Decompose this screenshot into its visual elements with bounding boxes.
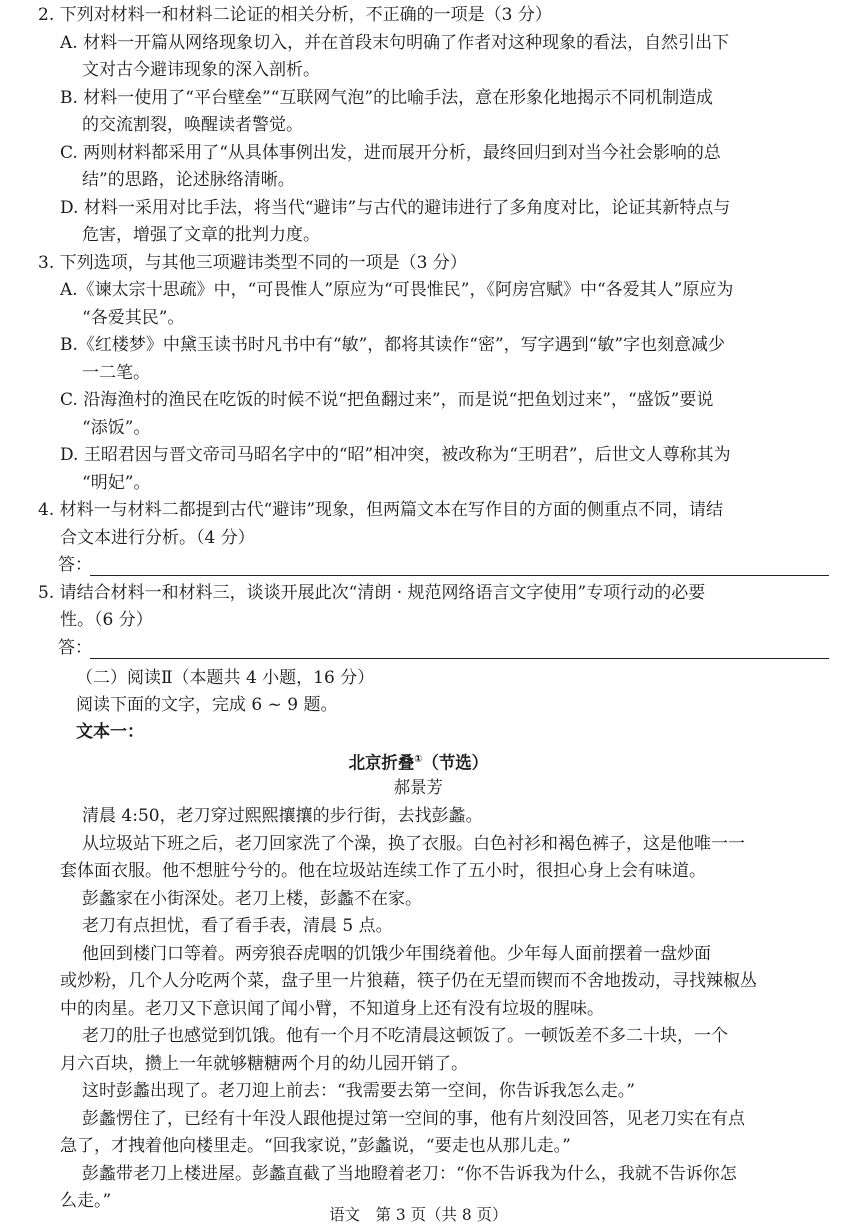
story-paragraph: 彭蠡家在小街深处。老刀上楼，彭蠡不在家。 [82, 889, 422, 909]
story-paragraph-cont: 或炒粉，几个人分吃两个菜，盘子里一片狼藉，筷子仍在无望而锲而不舍地拨动，寻找辣椒丛 [60, 971, 757, 991]
q2-option-d: D. 材料一采用对比手法，将当代“避讳”与古代的避讳进行了多角度对比，论证其新特点与 [60, 198, 731, 218]
story-paragraph-cont: 急了，才拽着他向楼里走。“回我家说，”彭蠡说，“要走也从那儿走。” [60, 1136, 571, 1156]
section-instruction: 阅读下面的文字，完成 6 ~ 9 题。 [76, 695, 338, 715]
q5-answer-line[interactable] [90, 658, 829, 659]
q2-option-c: C. 两则材料都采用了“从具体事例出发，进而展开分析，最终回归到对当今社会影响的总 [60, 143, 721, 163]
story-paragraph-cont: 么走。” [60, 1191, 112, 1211]
story-paragraph-cont: 月六百块，攒上一年就够糖糖两个月的幼儿园开销了。 [60, 1054, 468, 1074]
section-heading: （二）阅读Ⅱ（本题共 4 小题，16 分） [76, 668, 375, 688]
q5-answer-label: 答： [58, 638, 92, 658]
q2-option-c-cont: 结”的思路，论述脉络清晰。 [82, 170, 295, 190]
q2-stem: 2. 下列对材料一和材料二论证的相关分析，不正确的一项是（3 分） [38, 5, 552, 25]
page-footer: 语文 第 3 页（共 8 页） [329, 1205, 508, 1224]
q2-option-a-cont: 文对古今避讳现象的深入剖析。 [82, 60, 320, 80]
q3-option-b-cont: 一二笔。 [82, 363, 150, 383]
story-paragraph: 这时彭蠡出现了。老刀迎上前去：“我需要去第一空间，你告诉我怎么走。” [82, 1081, 635, 1101]
q2-option-b: B. 材料一使用了“平台壁垒”“互联网气泡”的比喻手法，意在形象化地揭示不同机制造成 [60, 88, 714, 108]
story-paragraph: 老刀有点担忧，看了看手表，清晨 5 点。 [82, 916, 393, 936]
story-title-text: 北京折叠 [348, 753, 415, 774]
q4-stem-cont: 合文本进行分析。（4 分） [60, 528, 255, 548]
story-paragraph: 老刀的肚子也感觉到饥饿。他有一个月不吃清晨这顿饭了。一顿饭差不多二十块，一个 [82, 1026, 728, 1046]
story-paragraph: 彭蠡带老刀上楼进屋。彭蠡直截了当地瞪着老刀：“你不告诉我为什么，我就不告诉你怎 [82, 1164, 737, 1184]
story-author: 郝景芳 [393, 778, 443, 798]
q3-option-c: C. 沿海渔村的渔民在吃饭的时候不说“把鱼翻过来”，而是说“把鱼划过来”，“盛饭”要说 [60, 390, 714, 410]
text-one-label: 文本一： [76, 722, 144, 742]
q5-stem: 5. 请结合材料一和材料三，谈谈开展此次“清朗 · 规范网络语言文字使用”专项行动的必要 [38, 583, 706, 603]
story-title [0, 748, 837, 772]
story-paragraph: 彭蠡愣住了，已经有十年没人跟他提过第一空间的事，他有片刻没回答，见老刀实在有点 [82, 1109, 745, 1129]
q4-answer-line[interactable] [90, 575, 829, 576]
q3-option-b: B.《红楼梦》中黛玉读书时凡书中有“敏”，都将其读作“密”，写字遇到“敏”字也刻意减少 [60, 335, 726, 355]
q5-stem-cont: 性。（6 分） [60, 610, 153, 630]
story-paragraph: 从垃圾站下班之后，老刀回家洗了个澡，换了衣服。白色衬衫和褐色裤子，这是他唯一一 [82, 834, 745, 854]
story-title-suffix: （节选） [422, 753, 489, 774]
q3-option-d: D. 王昭君因与晋文帝司马昭名字中的“昭”相冲突，被改称为“王明君”，后世文人尊称其为 [60, 445, 731, 465]
story-paragraph: 他回到楼门口等着。两旁狼吞虎咽的饥饿少年围绕着他。少年每人面前摆着一盘炒面 [82, 944, 711, 964]
q3-stem: 3. 下列选项，与其他三项避讳类型不同的一项是（3 分） [38, 253, 467, 273]
q2-option-b-cont: 的交流割裂，唤醒读者警觉。 [82, 115, 303, 135]
q2-option-d-cont: 危害，增强了文章的批判力度。 [82, 225, 320, 245]
q2-option-a: A. 材料一开篇从网络现象切入，并在首段末句明确了作者对这种现象的看法，自然引出下 [60, 33, 730, 53]
story-paragraph-cont: 中的肉星。老刀又下意识闻了闻小臂，不知道身上还有没有垃圾的腥味。 [60, 999, 604, 1019]
q4-stem: 4. 材料一与材料二都提到古代“避讳”现象，但两篇文本在写作目的方面的侧重点不同，请结 [38, 500, 724, 520]
q3-option-a: A.《谏太宗十思疏》中，“可畏惟人”原应为“可畏惟民”，《阿房宫赋》中“各爱其人”原应为 [60, 280, 734, 300]
footnote-marker: ① [414, 754, 423, 765]
q3-option-d-cont: “明妃”。 [82, 473, 151, 493]
story-paragraph: 清晨 4:50，老刀穿过熙熙攘攘的步行街，去找彭蠡。 [82, 806, 483, 826]
q3-option-c-cont: “添饭”。 [82, 418, 151, 438]
story-paragraph-cont: 套体面衣服。他不想脏兮兮的。他在垃圾站连续工作了五小时，很担心身上会有味道。 [60, 861, 706, 881]
q4-answer-label: 答： [58, 555, 92, 575]
q3-option-a-cont: “各爱其民”。 [82, 308, 185, 328]
